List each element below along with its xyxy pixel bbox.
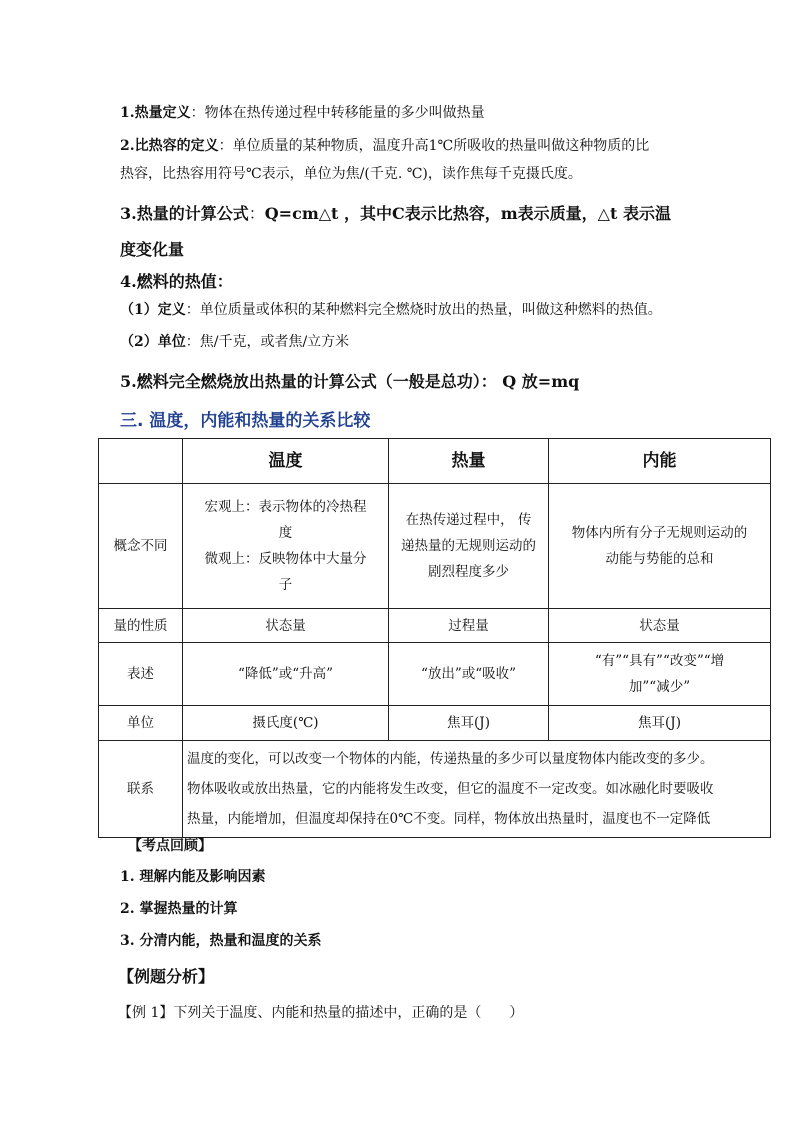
cell-heat-expression: “放出”或“吸收”: [389, 643, 549, 706]
cell-energy-expression: “有”“具有”“改变”“增 加”“减少”: [549, 643, 771, 706]
table-row-expression: [99, 643, 771, 706]
cell-heat-concept: 在热传递过程中， 传 递热量的无规则运动的 剧烈程度多少: [389, 484, 549, 609]
cell-relation: 温度的变化，可以改变一个物体的内能，传递热量的多少可以量度物体内能改变的多少。 物体吸收或放出热量，它的内能将发生改变，但它的温度不一定改变。如冰融化时要吸收 热量，内能增加，但温度却保持在0℃不变。同样，物体放出热量时，温度也不一定降低: [183, 741, 771, 838]
table-header-empty: [99, 439, 183, 484]
review-item: 1. 理解内能及影响因素: [120, 869, 266, 885]
definition-specific-heat: 2.比热容的定义：单位质量的某种物质，温度升高1℃所吸收的热量叫做这种物质的比: [120, 138, 650, 154]
fuel-heat-value-heading: 4.燃料的热值：: [120, 272, 233, 291]
definition-label: 1.热量定义: [120, 105, 191, 121]
review-item: 2. 掌握热量的计算: [120, 901, 238, 917]
table-row-unit: [99, 706, 771, 741]
row-label: 概念不同: [99, 484, 183, 609]
formula-heat-cont: 度变化量: [120, 240, 185, 259]
row-label: 量的性质: [99, 609, 183, 643]
cell-heat-nature: 过程量: [389, 609, 549, 643]
review-item: 3. 分清内能，热量和温度的关系: [120, 933, 322, 949]
formula-label: 3.热量的计算公式: [120, 204, 249, 223]
formula-text: Q=cm△t ，其中C表示比热容，m表示质量，△t 表示温: [264, 204, 671, 223]
cell-temperature-nature: 状态量: [183, 609, 389, 643]
table-row-concept: [99, 484, 771, 609]
table-header-internal-energy: 内能: [549, 439, 771, 484]
fuel-definition: （1）定义：单位质量或体积的某种燃料完全燃烧时放出的热量，叫做这种燃料的热值。: [120, 302, 662, 318]
table-row-nature: [99, 609, 771, 643]
table-header-row: [99, 439, 771, 484]
cell-temperature-concept: 宏观上：表示物体的冷热程 度 微观上：反映物体中大量分 子: [183, 484, 389, 609]
definition-text: 物体在热传递过程中转移能量的多少叫做热量: [204, 105, 485, 121]
cell-heat-unit: 焦耳(J): [389, 706, 549, 741]
definition-specific-heat-cont: 热容，比热容用符号℃表示，单位为焦/(千克. ℃)，读作焦每千克摄氏度。: [120, 166, 582, 182]
definition-heat: 1.热量定义：物体在热传递过程中转移能量的多少叫做热量: [120, 105, 485, 121]
cell-energy-nature: 状态量: [549, 609, 771, 643]
examples-title: 【例题分析】: [118, 967, 215, 986]
cell-temperature-unit: 摄氏度(℃): [183, 706, 389, 741]
fuel-formula: 5.燃料完全燃烧放出热量的计算公式（一般是总功）： Q 放=mq: [120, 372, 580, 391]
section-title: 三. 温度，内能和热量的关系比较: [120, 411, 371, 431]
cell-temperature-expression: “降低”或“升高”: [183, 643, 389, 706]
row-label: 表述: [99, 643, 183, 706]
cell-energy-concept: 物体内所有分子无规则运动的 动能与势能的总和: [549, 484, 771, 609]
formula-heat: 3.热量的计算公式：Q=cm△t ，其中C表示比热容，m表示质量，△t 表示温: [120, 204, 671, 223]
table-row-relation: [99, 741, 771, 838]
row-label: 联系: [99, 741, 183, 838]
table-header-heat: 热量: [389, 439, 549, 484]
example-tag: 【例 1】: [118, 1005, 174, 1021]
row-label: 单位: [99, 706, 183, 741]
cell-energy-unit: 焦耳(J): [549, 706, 771, 741]
fuel-unit: （2）单位：焦/千克，或者焦/立方米: [120, 334, 350, 350]
definition-text: 单位质量的某种物质，温度升高1℃所吸收的热量叫做这种物质的比: [232, 138, 650, 154]
example-1: [118, 1002, 523, 1022]
review-title: 【考点回顾】: [128, 838, 212, 854]
comparison-table: [98, 438, 771, 838]
example-question: 下列关于温度、内能和热量的描述中，正确的是（ ）: [173, 1005, 524, 1021]
table-header-temperature: 温度: [183, 439, 389, 484]
definition-label: 2.比热容的定义: [120, 138, 219, 154]
